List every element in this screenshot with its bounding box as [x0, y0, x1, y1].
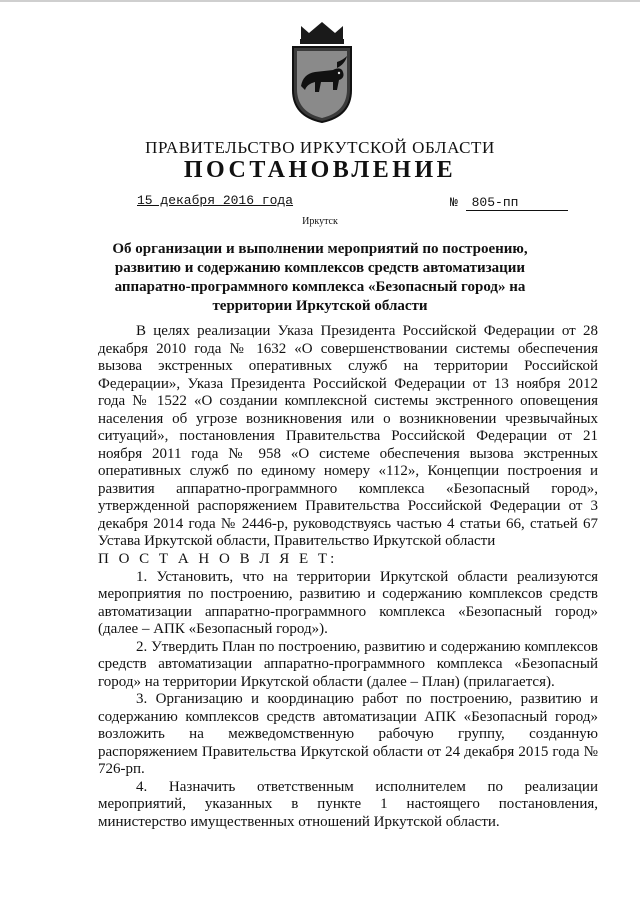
document-title: Об организации и выполнении мероприятий по построению, развитию и содержанию комплексов средств автоматизации аппаратно-программного комплекса «Безопасный город» на территории Иркутской области — [112, 241, 528, 314]
coat-of-arms-icon — [287, 20, 357, 124]
decree-item-4: 4. Назначить ответственным исполнителем по реализации мероприятий, указанных в пункте 1 настоящего постановления, министерство имущественных отношений Иркутской области. — [98, 778, 598, 830]
resolution-section — [98, 551, 598, 831]
document-type: ПОСТАНОВЛЕНИЕ — [183, 157, 457, 183]
document-city: Иркутск — [302, 216, 338, 227]
decree-item-1: 1. Установить, что на территории Иркутской области реализуются мероприятия по построению, развитию и содержанию комплексов средств автоматизации аппаратно-программного комплекса «Безопасный город» (далее – АПК «Безопасный город»). — [98, 568, 598, 637]
decree-item-3: 3. Организацию и координацию работ по построению, развитию и содержанию комплексов средств автоматизации АПК «Безопасный город» возложить на межведомственную рабочую группу, созданную распоряжением Правительства Иркутской области от 24 декабря 2015 года № 726-рп. — [98, 691, 598, 777]
date-value: 15 декабря 2016 года — [137, 193, 294, 208]
decree-item-2: 2. Утвердить План по построению, развитию и содержанию комплексов средств автоматизации аппаратно-программного комплекса «Безопасный город» на территории Иркутской области (далее – План) (прилагается). — [98, 638, 598, 690]
decree-word: П О С Т А Н О В Л Я Е Т: — [98, 551, 338, 567]
document-date — [137, 193, 293, 208]
preamble-paragraph: В целях реализации Указа Президента Российской Федерации от 28 декабря 2010 года № 1632 «О совершенствовании системы обеспечения вызова экстренных оперативных служб на территории Российской Федерации», Указа Президента Российской Федерации от 13 ноября 2012 года № 1522 «О создании комплексной системы экстренного оповещения населения об угрозе возникновения или о возникновении чрезвычайных ситуаций», постановления Правительства Российской Федерации от 21 ноября 2011 года № 958 «О системе обеспечения вызова экстренных оперативных служб по единому номеру «112», Концепции построения и развития аппаратно-программного комплекса «Безопасный город», утвержденной распоряжением Правительства Российской Федерации от 3 декабря 2014 года № 2446-р, руководствуясь частью 4 статьи 66, статьей 67 Устава Иркутской области, Правительство Иркутской области — [98, 323, 598, 549]
government-name: ПРАВИТЕЛЬСТВО ИРКУТСКОЙ ОБЛАСТИ — [145, 138, 495, 157]
number-value: 805-пп — [466, 196, 568, 211]
scan-top-edge — [0, 0, 640, 2]
document-number — [450, 195, 568, 211]
number-sign: № — [450, 195, 458, 210]
preamble-section — [98, 323, 598, 551]
